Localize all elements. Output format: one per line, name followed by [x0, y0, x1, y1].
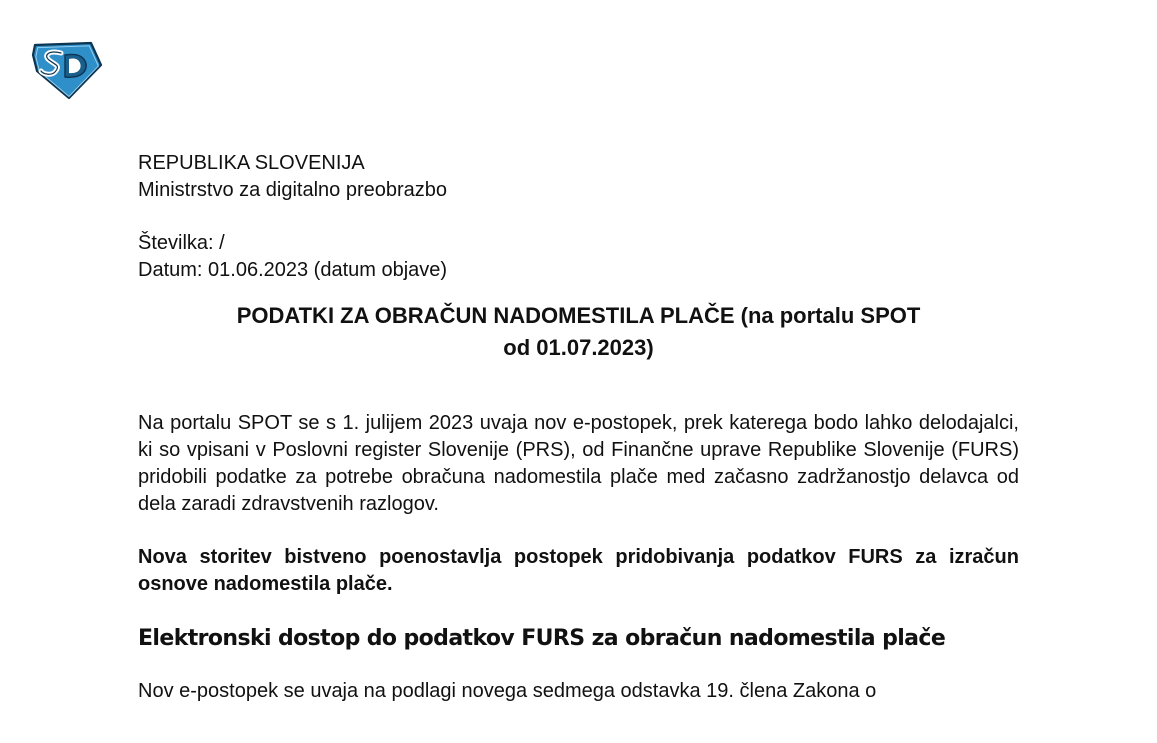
section-paragraph: Nov e-postopek se uvaja na podlagi novega sedmega odstavka 19. člena Zakona o: [138, 680, 877, 702]
document-title-line1: PODATKI ZA OBRAČUN NADOMESTILA PLAČE (na portalu SPOT: [236, 303, 921, 328]
country-name: REPUBLIKA SLOVENIJA: [138, 152, 365, 174]
intro-paragraph: Na portalu SPOT se s 1. julijem 2023 uvaja nov e-postopek, prek katerega bodo lahko delodajalci, ki so vpisani v Poslovni register Slovenije (PRS), od Finančne uprave Republike Slovenije (FURS) pridobili podatke za potrebe obračuna nadomestila plače med začasno zadržanostjo delavca od dela zaradi zdravstvenih razlogov.: [138, 412, 1019, 515]
document-date: Datum: 01.06.2023 (datum objave): [138, 259, 448, 281]
document-body: [138, 150, 1019, 705]
document-number: Številka: /: [138, 232, 225, 254]
highlight-paragraph: Nova storitev bistveno poenostavlja postopek pridobivanja podatkov FURS za izračun osnove nadomestila plače.: [138, 546, 1019, 595]
ministry-logo-icon: [31, 41, 103, 99]
ministry-name: Ministrstvo za digitalno preobrazbo: [138, 179, 448, 201]
section-heading: Elektronski dostop do podatkov FURS za obračun nadomestila plače: [138, 626, 946, 651]
document-title-line2: od 01.07.2023): [503, 335, 654, 360]
